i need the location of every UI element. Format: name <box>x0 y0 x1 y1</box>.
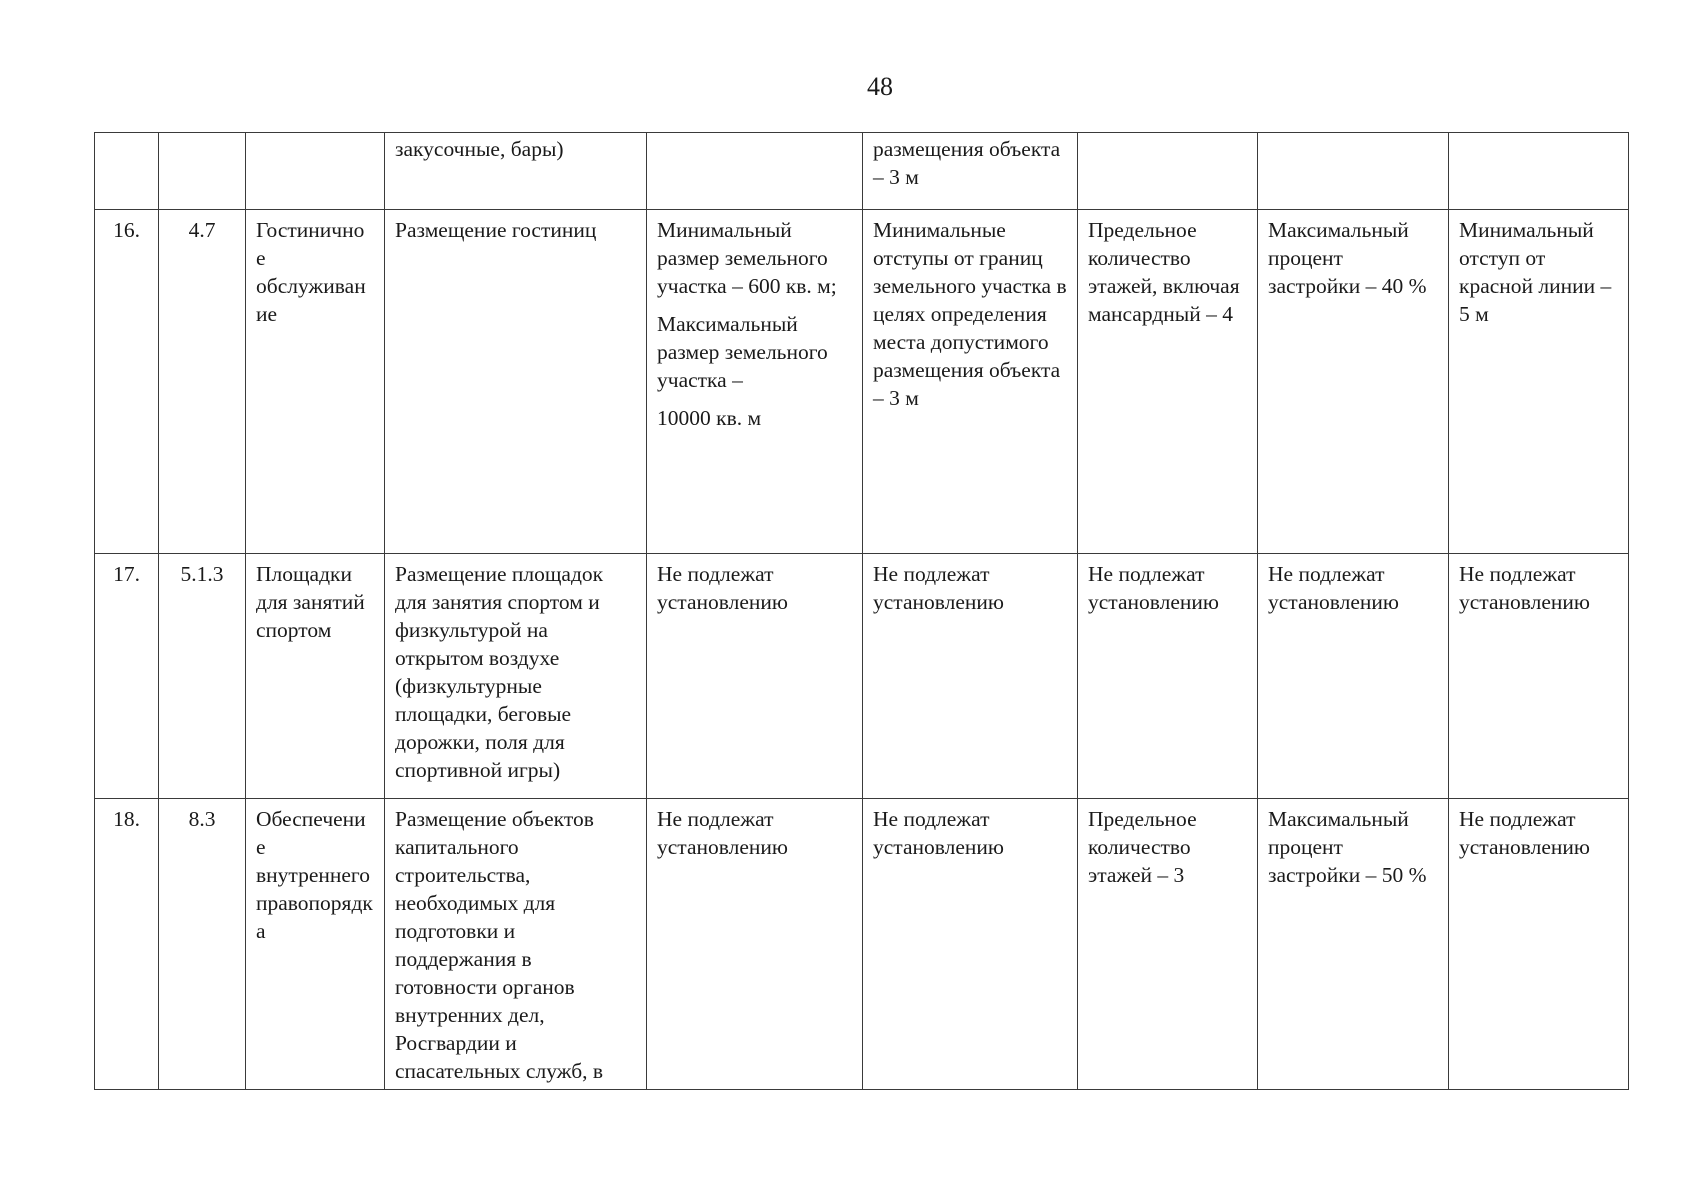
table-row <box>95 554 1629 799</box>
plot-size-min: Минимальный размер земельного участка – 600 кв. м; <box>657 218 837 298</box>
zoning-parameters-table <box>94 132 1629 1090</box>
plot-size-max: Максимальный размер земельного участка – <box>657 312 828 392</box>
cell-num: 16. <box>95 210 159 554</box>
cell-plot-size: Не подлежат установлению <box>647 799 863 1090</box>
cell-description: Размещение объектов капитального строительства, необходимых для подготовки и поддержания в готовности органов внутренних дел, Росгвардии и спасательных служб, в <box>385 799 647 1090</box>
cell-min-setbacks: размещения объекта – 3 м <box>863 133 1078 210</box>
cell-description: Размещение площадок для занятия спортом и физкультурой на открытом воздухе (физкультурные площадки, беговые дорожки, поля для спортивной игры) <box>385 554 647 799</box>
cell-coverage: Максимальный процент застройки – 40 % <box>1258 210 1449 554</box>
cell-red-line: Не подлежат установлению <box>1449 554 1629 799</box>
cell-name: Гостиничное обслуживание <box>246 210 385 554</box>
cell-plot-size <box>647 133 863 210</box>
cell-red-line <box>1449 133 1629 210</box>
cell-plot-size <box>647 210 863 554</box>
plot-size-max-value: 10000 кв. м <box>657 406 762 430</box>
cell-code: 4.7 <box>159 210 246 554</box>
table-row <box>95 210 1629 554</box>
cell-name: Площадки для занятий спортом <box>246 554 385 799</box>
cell-red-line: Минимальный отступ от красной линии – 5 м <box>1449 210 1629 554</box>
cell-floors: Предельное количество этажей, включая мансардный – 4 <box>1078 210 1258 554</box>
cell-floors: Не подлежат установлению <box>1078 554 1258 799</box>
cell-num: 17. <box>95 554 159 799</box>
cell-description: Размещение гостиниц <box>385 210 647 554</box>
cell-code <box>159 133 246 210</box>
cell-red-line: Не подлежат установлению <box>1449 799 1629 1090</box>
cell-coverage <box>1258 133 1449 210</box>
cell-code: 8.3 <box>159 799 246 1090</box>
cell-coverage: Максимальный процент застройки – 50 % <box>1258 799 1449 1090</box>
cell-floors: Предельное количество этажей – 3 <box>1078 799 1258 1090</box>
table-row <box>95 799 1629 1090</box>
cell-name: Обеспечение внутреннего правопорядка <box>246 799 385 1090</box>
cell-coverage: Не подлежат установлению <box>1258 554 1449 799</box>
cell-floors <box>1078 133 1258 210</box>
cell-min-setbacks: Не подлежат установлению <box>863 554 1078 799</box>
cell-plot-size: Не подлежат установлению <box>647 554 863 799</box>
cell-code: 5.1.3 <box>159 554 246 799</box>
page-number: 48 <box>867 72 893 101</box>
cell-num <box>95 133 159 210</box>
cell-min-setbacks: Минимальные отступы от границ земельного участка в целях определения места допустимого размещения объекта – 3 м <box>863 210 1078 554</box>
cell-min-setbacks: Не подлежат установлению <box>863 799 1078 1090</box>
cell-name <box>246 133 385 210</box>
table-row-continued <box>95 133 1629 210</box>
cell-description: закусочные, бары) <box>385 133 647 210</box>
cell-num: 18. <box>95 799 159 1090</box>
